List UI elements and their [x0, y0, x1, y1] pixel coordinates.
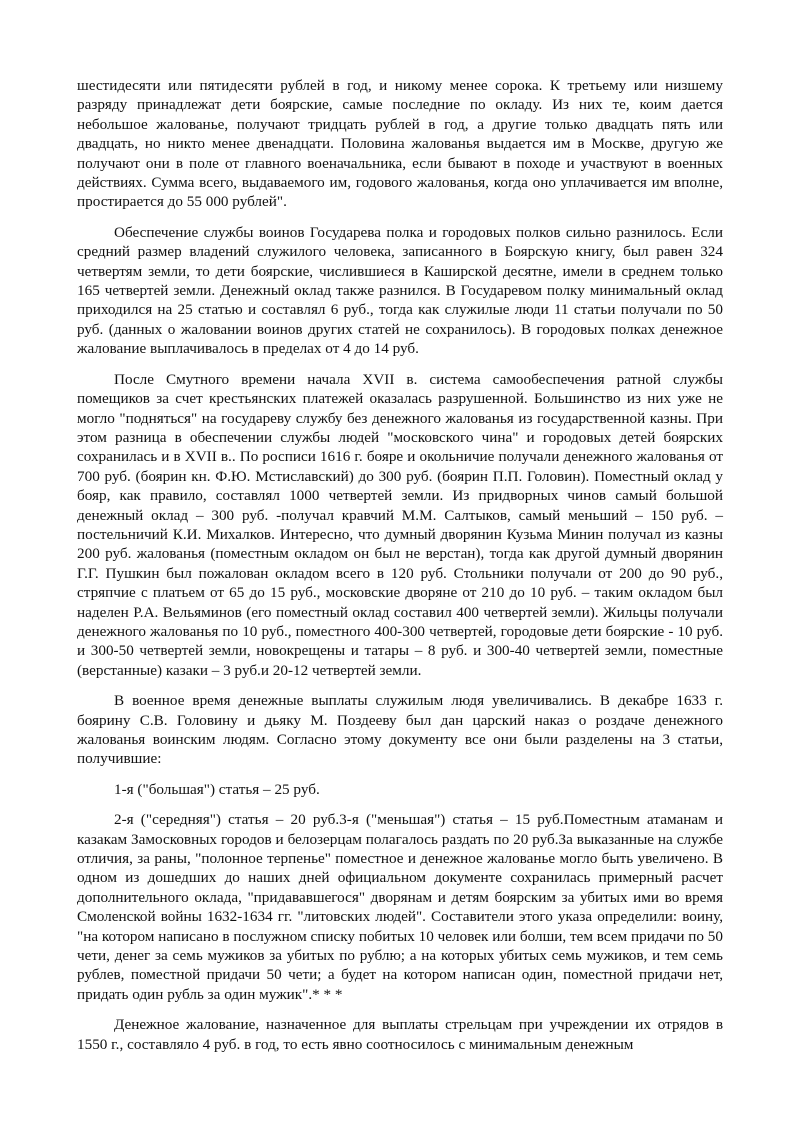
- paragraph-1: шестидесяти или пятидесяти рублей в год, и никому менее сорока. К третьему или низшему разряду принадлежат дети боярские, самые последние по окладу. Из них те, коим дается небольшое жалованье, получают тридцать рублей в год, а другие только двадцать пять или двадцать, но никто менее двенадцати. Половина жалованья выдается им в Москве, другую же получают они в поле от главного военачальника, если бывают в походе и участвуют в военных действиях. Сумма всего, выдаваемого им, годового жалованья, когда оно уплачивается им вполне, простирается до 55 000 рублей".: [77, 77, 723, 211]
- paragraph-5: 1-я ("большая") статья – 25 руб.: [114, 780, 320, 798]
- paragraph-6: 2-я ("середняя") статья – 20 руб.3-я ("меньшая") статья – 15 руб.Поместным атаманам и казакам Замосковных городов и белозерцам полагалось раздать по 20 руб.За выказанные на службе отличия, за раны, "полонное терпенье" поместное и денежное жалованье могло быть увеличено. В одном из дошедших до наших дней официальном документе сохранилась примерный расчет дополнительного оклада, "придававшегося" дворянам и детям боярским за убитых ими во время Смоленской войны 1632-1634 гг. "литовских людей". Составители этого указа определили: воину, "на котором написано в послужном списку побитых 10 человек или болши, тем всем придачи по 50 чети, денег за семь мужиков за убитых по рублю; а на которых убитых семь мужиков, и тем семь рублев, поместной придачи 50 чети; а будет на котором написан один, поместной придачи нет, придать один рубль за один мужик".* * *: [77, 811, 723, 1003]
- paragraph-7: Денежное жалование, назначенное для выплаты стрельцам при учреждении их отрядов в 1550 г., составляло 4 руб. в год, то есть явно соотносилось с минимальным денежным: [77, 1016, 723, 1053]
- document-page: [77, 76, 723, 1065]
- paragraph-2: Обеспечение службы воинов Государева полка и городовых полков сильно разнилось. Если средний размер владений служилого человека, записанного в Боярскую книгу, был равен 324 четвертям земли, то дети боярские, числившиеся в Каширской десятне, имели в среднем только 165 четвертей земли. Денежный оклад также разнился. В Государевом полку минимальный оклад приходился на 25 статью и составлял 6 руб., тогда как служилые люди 11 статьи получали по 50 руб. (данных о жаловании воинов других статей не сохранилось). В городовых полках денежное жалование выплачивалось в пределах от 4 до 14 руб.: [77, 223, 723, 358]
- paragraph-3: После Смутного времени начала XVII в. система самообеспечения ратной службы помещиков за счет крестьянских платежей оказалась разрушенной. Большинство из них уже не могло "подняться" на государеву службу без денежного жалованья из государственной казны. При этом разница в обеспечении службы людей "московского чина" и городовых детей боярских сохранилась и в XVII в.. По росписи 1616 г. бояре и окольничие получали денежного жалованья от 700 руб. (боярин кн. Ф.Ю. Мстиславский) до 300 руб. (боярин П.П. Головин). Поместный оклад у бояр, как правило, составлял 1000 четвертей земли. Из придворных чинов самый большой денежный оклад – 300 руб. -получал кравчий М.М. Салтыков, самый меньший – 150 руб. – постельничий К.И. Михалков. Интересно, что думный дворянин Кузьма Минин получал из казны 200 руб. жалованья (поместным окладом он был не верстан), тогда как другой думный дворянин Г.Г. Пушкин был пожалован окладом всего в 120 руб. Стольники получали от 200 до 90 руб., стряпчие с платьем от 65 до 15 руб., московские дворяне от 210 до 10 руб. – таким окладом был наделен Р.А. Вельяминов (его поместный оклад составил 400 четвертей земли). Жильцы получали денежного жалованья по 10 руб., поместного 400-300 четвертей, городовые дети боярские - 10 руб. и 300-50 четвертей земли, новокрещены и татары – 8 руб. и 300-40 четвертей земли, поместные (верстанные) казаки – 3 руб.и 20-12 четвертей земли.: [77, 370, 723, 679]
- paragraph-4: В военное время денежные выплаты служилым людя увеличивались. В декабре 1633 г. боярину С.В. Головину и дьяку М. Поздееву был дан царский наказ о роздаче денежного жалованья воинским людям. Согласно этому документу все они были разделены на 3 статьи, получившие:: [77, 692, 723, 768]
